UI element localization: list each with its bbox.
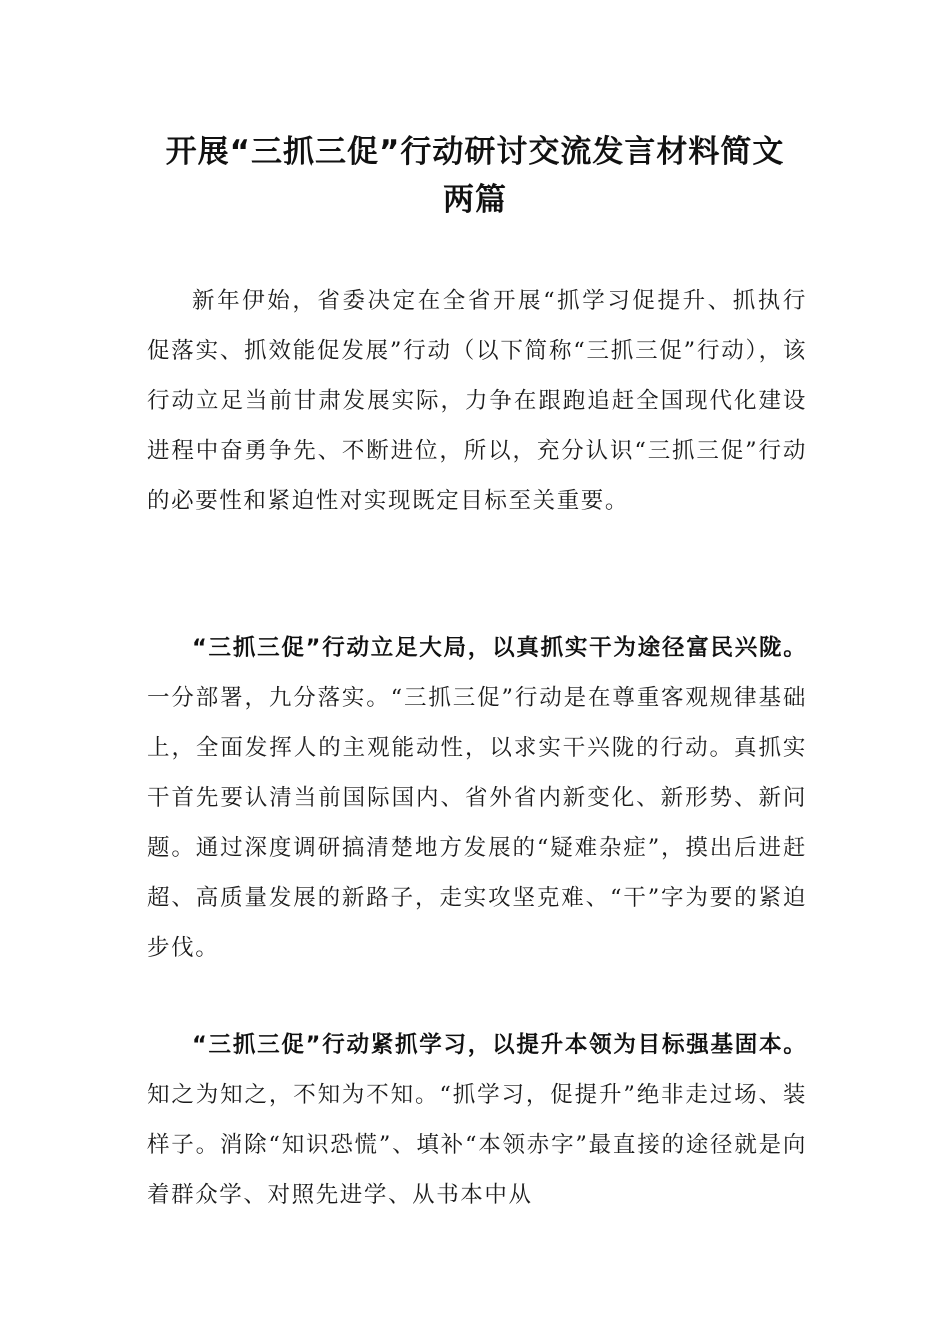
paragraph-2	[147, 623, 807, 973]
paragraph-3	[147, 1020, 807, 1220]
title-line-2: 两篇	[443, 182, 507, 218]
paragraph-2-lead: “三抓三促”行动立足大局，以真抓实干为途径富民兴陇。	[192, 635, 807, 661]
document-title	[130, 128, 820, 224]
paragraph-3-lead: “三抓三促”行动紧抓学习，以提升本领为目标强基固本。	[192, 1032, 807, 1058]
paragraph-1-text: 新年伊始，省委决定在全省开展“抓学习促提升、抓执行促落实、抓效能促发展”行动（以下简称“三抓三促”行动），该行动立足当前甘肃发展实际，力争在跟跑追赶全国现代化建设进程中奋勇争先、不断进位，所以，充分认识“三抓三促”行动的必要性和紧迫性对实现既定目标至关重要。	[147, 288, 807, 514]
paragraph-2-text: 一分部署，九分落实。“三抓三促”行动是在尊重客观规律基础上，全面发挥人的主观能动性，以求实干兴陇的行动。真抓实干首先要认清当前国际国内、省外省内新变化、新形势、新问题。通过深度调研搞清楚地方发展的“疑难杂症”，摸出后进赶超、高质量发展的新路子，走实攻坚克难、“干”字为要的紧迫步伐。	[147, 685, 807, 961]
paragraph-3-text: 知之为知之，不知为不知。“抓学习，促提升”绝非走过场、装样子。消除“知识恐慌”、填补“本领赤字”最直接的途径就是向着群众学、对照先进学、从书本中从	[147, 1082, 807, 1208]
paragraph-1	[147, 276, 807, 526]
title-line-1: 开展“三抓三促”行动研讨交流发言材料简文	[165, 134, 785, 170]
